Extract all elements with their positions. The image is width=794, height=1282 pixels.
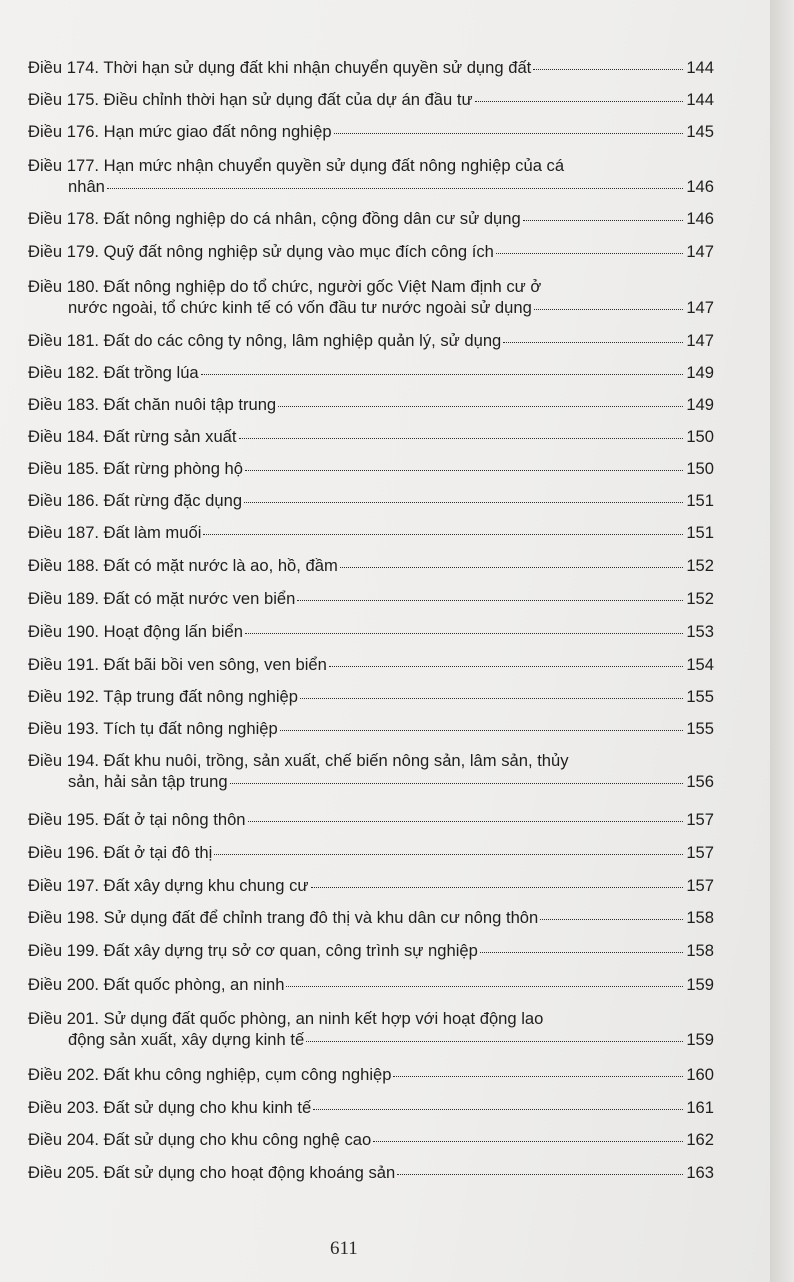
page-number: 611 [330, 1238, 358, 1259]
toc-entry-page: 157 [686, 843, 714, 862]
dot-leader [340, 567, 684, 568]
dot-leader [278, 406, 683, 407]
toc-entry-title: Điều 188. Đất có mặt nước là ao, hồ, đầm [28, 556, 338, 575]
toc-entry [28, 588, 714, 609]
toc-entry [28, 686, 714, 707]
dot-leader [503, 342, 683, 343]
toc-entry [28, 89, 714, 110]
dot-leader [203, 534, 683, 535]
toc-entry-title: Điều 203. Đất sử dụng cho khu kinh tế [28, 1098, 312, 1117]
toc-entry-title: Điều 175. Điều chỉnh thời hạn sử dụng đất của dự án đầu tư [28, 90, 473, 109]
toc-entry-page: 153 [686, 622, 714, 641]
toc-entry-page: 159 [686, 1030, 714, 1049]
dot-leader [480, 952, 683, 953]
toc-entry-page: 156 [686, 772, 714, 791]
toc-entry [28, 1162, 714, 1183]
toc-entry [28, 875, 714, 896]
toc-entry-title: Điều 200. Đất quốc phòng, an ninh [28, 975, 285, 994]
toc-entry-title: Điều 179. Quỹ đất nông nghiệp sử dụng vào mục đích công ích [28, 242, 494, 261]
dot-leader [248, 821, 684, 822]
toc-entry-title-continuation: động sản xuất, xây dựng kinh tế [68, 1030, 305, 1049]
dot-leader [107, 188, 683, 189]
dot-leader [373, 1141, 683, 1142]
toc-entry-page: 155 [686, 687, 714, 706]
toc-entry [28, 940, 714, 961]
dot-leader [397, 1174, 683, 1175]
toc-entry-title: Điều 192. Tập trung đất nông nghiệp [28, 687, 299, 706]
dot-leader [329, 666, 683, 667]
toc-entry-title: Điều 197. Đất xây dựng khu chung cư [28, 876, 309, 895]
dot-leader [475, 101, 684, 102]
dot-leader [230, 783, 684, 784]
dot-leader [393, 1076, 683, 1077]
toc-entry [28, 362, 714, 383]
toc-entry [28, 555, 714, 576]
toc-entry-title: Điều 183. Đất chăn nuôi tập trung [28, 395, 277, 414]
toc-entry-title: Điều 176. Hạn mức giao đất nông nghiệp [28, 122, 332, 141]
toc-entry [28, 522, 714, 543]
toc-entry-title: Điều 194. Đất khu nuôi, trồng, sản xuất, chế biến nông sản, lâm sản, thủy [28, 751, 569, 770]
dot-leader [239, 438, 684, 439]
toc-entry-title: Điều 185. Đất rừng phòng hộ [28, 459, 243, 478]
toc-entry-page: 160 [686, 1065, 714, 1084]
toc-entry [28, 155, 714, 197]
toc-entry [28, 57, 714, 78]
toc-entry-title: Điều 205. Đất sử dụng cho hoạt động khoáng sản [28, 1163, 396, 1182]
dot-leader [245, 470, 683, 471]
toc-entry-title: Điều 180. Đất nông nghiệp do tổ chức, người gốc Việt Nam định cư ở [28, 277, 542, 296]
toc-entry-title: Điều 204. Đất sử dụng cho khu công nghệ cao [28, 1130, 372, 1149]
toc-entry-page: 163 [686, 1163, 714, 1182]
toc-entry-title-continuation: sản, hải sản tập trung [68, 772, 228, 791]
toc-entry-page: 144 [686, 58, 714, 77]
toc-entry-title: Điều 190. Hoạt động lấn biển [28, 622, 243, 641]
toc-entry [28, 208, 714, 229]
toc-entry-page: 162 [686, 1130, 714, 1149]
toc-entry-page: 157 [686, 810, 714, 829]
dot-leader [311, 887, 684, 888]
toc-entry [28, 1097, 714, 1118]
toc-entry-page: 149 [686, 363, 714, 382]
toc-entry-page: 144 [686, 90, 714, 109]
toc-entry-title: Điều 193. Tích tụ đất nông nghiệp [28, 719, 278, 738]
toc-entry [28, 654, 714, 675]
toc-entry-page: 157 [686, 876, 714, 895]
toc-entry-title: Điều 189. Đất có mặt nước ven biển [28, 589, 296, 608]
toc-entry [28, 907, 714, 928]
toc-entry-page: 152 [686, 589, 714, 608]
toc-entry-title: Điều 182. Đất trồng lúa [28, 363, 199, 382]
toc-entry-title: Điều 195. Đất ở tại nông thôn [28, 810, 246, 829]
toc-entry [28, 718, 714, 739]
toc-entry-page: 145 [686, 122, 714, 141]
toc-entry-page: 159 [686, 975, 714, 994]
toc-entry-page: 161 [686, 1098, 714, 1117]
toc-entry [28, 1129, 714, 1150]
toc-entry [28, 121, 714, 142]
toc-entry [28, 974, 714, 995]
toc-entry-page: 149 [686, 395, 714, 414]
toc-entry-page: 146 [686, 209, 714, 228]
toc-entry-title: Điều 198. Sử dụng đất để chỉnh trang đô thị và khu dân cư nông thôn [28, 908, 539, 927]
toc-entry-title-continuation: nhân [68, 177, 105, 196]
dot-leader [496, 253, 683, 254]
toc-entry-title: Điều 196. Đất ở tại đô thị [28, 843, 213, 862]
dot-leader [533, 69, 683, 70]
toc-entry-page: 147 [686, 298, 714, 317]
toc-entry-page: 154 [686, 655, 714, 674]
toc-entry-title: Điều 181. Đất do các công ty nông, lâm nghiệp quản lý, sử dụng [28, 331, 502, 350]
dot-leader [244, 502, 683, 503]
dot-leader [280, 730, 684, 731]
page-edge [770, 0, 794, 1282]
toc-entry [28, 426, 714, 447]
toc-entry [28, 490, 714, 511]
dot-leader [300, 698, 683, 699]
toc-entry-page: 151 [686, 523, 714, 542]
toc-entry [28, 241, 714, 262]
toc-entry [28, 458, 714, 479]
dot-leader [286, 986, 683, 987]
toc-entry-title: Điều 177. Hạn mức nhận chuyển quyền sử dụng đất nông nghiệp của cá [28, 156, 565, 175]
toc-entry [28, 750, 714, 792]
dot-leader [306, 1041, 683, 1042]
toc-entry [28, 276, 714, 318]
toc-entry [28, 1008, 714, 1050]
toc-entry-title: Điều 174. Thời hạn sử dụng đất khi nhận chuyển quyền sử dụng đất [28, 58, 532, 77]
toc-entry-title: Điều 184. Đất rừng sản xuất [28, 427, 237, 446]
toc-entry-page: 146 [686, 177, 714, 196]
toc-entry-title: Điều 201. Sử dụng đất quốc phòng, an ninh kết hợp với hoạt động lao [28, 1009, 544, 1028]
toc-entry-title-continuation: nước ngoài, tổ chức kinh tế có vốn đầu tư nước ngoài sử dụng [68, 298, 532, 317]
toc-entry-title: Điều 191. Đất bãi bồi ven sông, ven biển [28, 655, 327, 674]
toc-entry-page: 150 [686, 427, 714, 446]
toc-entry-title: Điều 187. Đất làm muối [28, 523, 202, 542]
toc-entry-page: 155 [686, 719, 714, 738]
toc-entry [28, 394, 714, 415]
toc-entry [28, 330, 714, 351]
dot-leader [534, 309, 683, 310]
toc-entry-page: 147 [686, 331, 714, 350]
dot-leader [313, 1109, 683, 1110]
toc-entry [28, 809, 714, 830]
dot-leader [540, 919, 683, 920]
dot-leader [297, 600, 683, 601]
toc-entry [28, 1064, 714, 1085]
toc-entry-title: Điều 186. Đất rừng đặc dụng [28, 491, 243, 510]
toc-entry-title: Điều 199. Đất xây dựng trụ sở cơ quan, công trình sự nghiệp [28, 941, 478, 960]
dot-leader [334, 133, 684, 134]
dot-leader [245, 633, 683, 634]
toc-entry-page: 147 [686, 242, 714, 261]
toc-entry-title: Điều 178. Đất nông nghiệp do cá nhân, cộng đồng dân cư sử dụng [28, 209, 521, 228]
toc-entry-page: 150 [686, 459, 714, 478]
dot-leader [523, 220, 684, 221]
toc-entry-page: 158 [686, 941, 714, 960]
toc-entry [28, 842, 714, 863]
toc-entry-title: Điều 202. Đất khu công nghiệp, cụm công nghiệp [28, 1065, 392, 1084]
dot-leader [201, 374, 684, 375]
toc-entry-page: 158 [686, 908, 714, 927]
toc-entry [28, 621, 714, 642]
dot-leader [214, 854, 683, 855]
toc-entry-page: 151 [686, 491, 714, 510]
toc-entry-page: 152 [686, 556, 714, 575]
